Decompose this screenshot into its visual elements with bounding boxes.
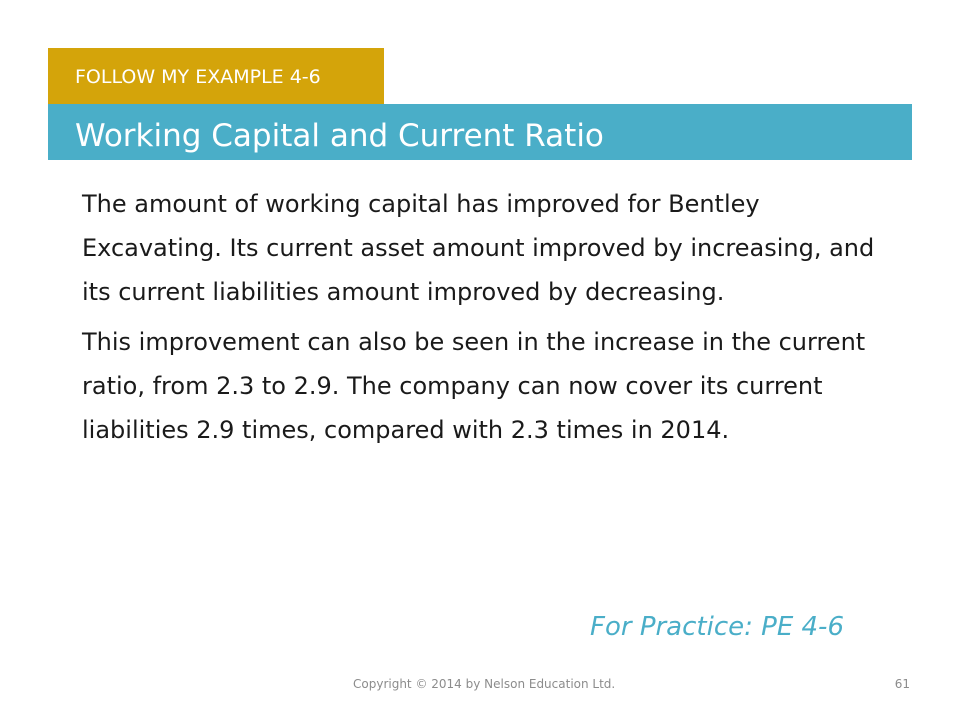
- practice-reference: For Practice: PE 4-6: [590, 612, 844, 642]
- example-tag: FOLLOW MY EXAMPLE 4-6: [48, 48, 384, 104]
- page-number: 61: [894, 677, 910, 691]
- slide-title: Working Capital and Current Ratio: [48, 104, 912, 160]
- body-paragraph-2: This improvement can also be seen in the increase in the current ratio, from 2.3 to 2.9. The company can now cover its current liabilities 2.9 times, compared with 2.3 times in 2014.: [82, 328, 866, 444]
- slide-body: [82, 182, 882, 458]
- body-paragraph-1: The amount of working capital has improved for Bentley Excavating. Its current asset amount improved by increasing, and its current liabilities amount improved by decreasing.: [82, 190, 875, 306]
- copyright-notice: Copyright © 2014 by Nelson Education Ltd.: [353, 677, 616, 691]
